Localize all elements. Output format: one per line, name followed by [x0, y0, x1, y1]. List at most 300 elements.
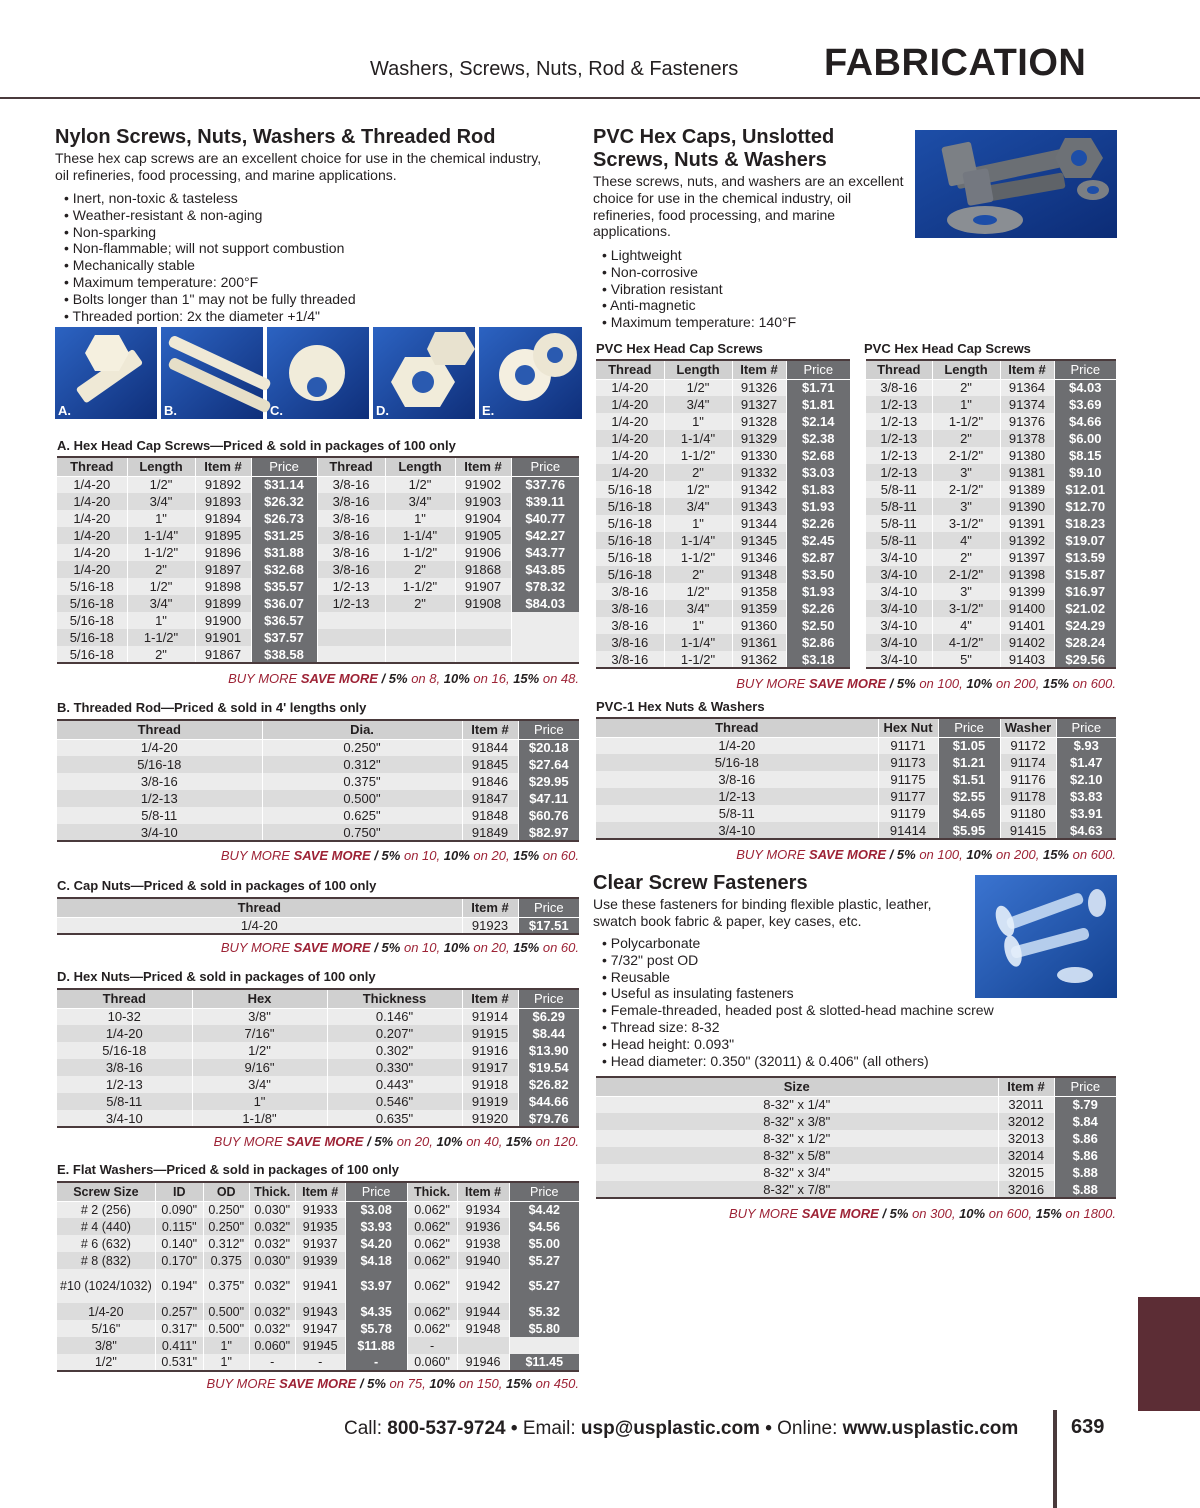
- table-cell: $39.11: [511, 493, 579, 510]
- table-cell: 91935: [295, 1218, 345, 1235]
- table-cell: 3/8-16: [866, 379, 932, 396]
- footer-email-label: Email:: [522, 1418, 576, 1439]
- section-tab: [1138, 1297, 1200, 1411]
- table-row: [57, 1076, 579, 1093]
- table-row: [596, 651, 850, 668]
- list-item: • 7/32" post OD: [602, 952, 994, 969]
- table-row: [57, 824, 579, 841]
- list-item: • Inert, non-toxic & tasteless: [64, 190, 356, 207]
- table-row: [596, 583, 850, 600]
- table-cell: 0.250": [203, 1201, 249, 1218]
- table-cell: 32012: [998, 1113, 1054, 1130]
- table-cell: 91898: [195, 578, 251, 595]
- table-cell: $12.01: [1054, 481, 1116, 498]
- table-row: [57, 1218, 579, 1235]
- buy-more-part: 10%: [966, 676, 993, 691]
- column-header: Price: [345, 1182, 407, 1201]
- buy-more-part: 15%: [505, 1134, 532, 1149]
- buy-more-part: SAVE MORE: [300, 671, 378, 686]
- table-row: [57, 773, 579, 790]
- table-cell: 8-32" x 7/8": [596, 1181, 998, 1198]
- table-cell: $2.45: [786, 532, 850, 549]
- table-cell: 3/4-10: [866, 549, 932, 566]
- table-cell: $47.11: [518, 790, 579, 807]
- table-cell: $5.27: [509, 1269, 579, 1303]
- table-cell: 8-32" x 3/8": [596, 1113, 998, 1130]
- table-cell: 0.062": [407, 1235, 457, 1252]
- clear-buy-more: [596, 1206, 1116, 1221]
- table-cell: $.88: [1054, 1181, 1116, 1198]
- table-cell: -: [407, 1337, 457, 1354]
- table-cell: 0.032": [249, 1269, 295, 1303]
- list-item: • Bolts longer than 1" may not be fully threaded: [64, 291, 356, 308]
- table-row: [596, 1181, 1116, 1198]
- footer-call-label: Call:: [344, 1418, 383, 1439]
- column-header: Thread: [317, 457, 385, 476]
- table-cell: 91358: [732, 583, 786, 600]
- table-cell: 91402: [1000, 634, 1054, 651]
- table-cell: [385, 629, 455, 646]
- table-cell: 91374: [1000, 396, 1054, 413]
- footer-contact: [344, 1418, 1018, 1440]
- table-cell: 4": [932, 617, 1000, 634]
- list-item: • Female-threaded, headed post & slotted-head machine screw: [602, 1002, 994, 1019]
- table-cell: 1/2-13: [596, 788, 878, 805]
- table-cell: 3/4-10: [866, 583, 932, 600]
- table-cell: [457, 1337, 509, 1354]
- list-item: • Head height: 0.093": [602, 1036, 994, 1053]
- table-cell: -: [345, 1354, 407, 1371]
- table-cell: [509, 1337, 579, 1354]
- table-row: [866, 583, 1116, 600]
- clear-description: Use these fasteners for binding flexible plastic, leather, swatch book fabric & paper, key cases, etc.: [593, 896, 932, 929]
- table-cell: 5/8-11: [57, 807, 262, 824]
- table-cell: 1-1/2": [664, 651, 732, 668]
- buy-more-part: on 1800.: [1065, 1206, 1116, 1221]
- table-cell: 5/16-18: [57, 578, 127, 595]
- table-cell: $2.14: [786, 413, 850, 430]
- table-cell: 1/2-13: [866, 413, 932, 430]
- table-cell: $6.00: [1054, 430, 1116, 447]
- buy-more-part: on 100,: [919, 676, 963, 691]
- nylon-title: Nylon Screws, Nuts, Washers & Threaded Rod: [55, 126, 496, 148]
- table-cell: $21.02: [1054, 600, 1116, 617]
- table-cell: 1/4-20: [596, 396, 664, 413]
- table-cell: 91904: [455, 510, 511, 527]
- table-row: [596, 634, 850, 651]
- buy-more-part: 5%: [381, 940, 401, 955]
- pvc-nuts-buy-more: [596, 847, 1116, 862]
- table-cell: 91923: [462, 917, 518, 934]
- table-row: [57, 756, 579, 773]
- table-cell: 0.030": [249, 1201, 295, 1218]
- table-row: [57, 1235, 579, 1252]
- table-cell: 5/16-18: [596, 566, 664, 583]
- buy-more-part: /: [359, 1376, 364, 1391]
- column-header: Thick.: [407, 1182, 457, 1201]
- table-cell: 91867: [195, 646, 251, 663]
- table-cell: 1/4-20: [57, 527, 127, 544]
- table-cell: 91399: [1000, 583, 1054, 600]
- table-cell: 3/8-16: [317, 476, 385, 493]
- table-cell: 3/4-10: [57, 1110, 192, 1127]
- buy-more-part: 5%: [896, 847, 916, 862]
- table-cell: 3/8-16: [317, 544, 385, 561]
- table-cell: 91847: [462, 790, 518, 807]
- table-row: [866, 566, 1116, 583]
- table-cell: 91947: [295, 1320, 345, 1337]
- table-cell: [317, 646, 385, 663]
- table-cell: $2.55: [938, 788, 1000, 805]
- table-cell: 91175: [878, 771, 938, 788]
- table-cell: $3.08: [345, 1201, 407, 1218]
- table-cell: $3.69: [1054, 396, 1116, 413]
- table-cell: $79.76: [518, 1110, 579, 1127]
- table-cell: 91914: [462, 1008, 518, 1025]
- table-row: [57, 790, 579, 807]
- table-cell: $42.27: [511, 527, 579, 544]
- table-cell: 1/2-13: [57, 1076, 192, 1093]
- table-cell: 91392: [1000, 532, 1054, 549]
- table-cell: 1/2-13: [866, 396, 932, 413]
- table-row: [596, 771, 1116, 788]
- table-row: [57, 739, 579, 756]
- nylon-photos: [55, 327, 582, 419]
- buy-more-part: 5%: [381, 848, 401, 863]
- table-cell: 91344: [732, 515, 786, 532]
- table-cell: $19.07: [1054, 532, 1116, 549]
- column-header: Hex: [192, 989, 327, 1008]
- table-cell: $3.03: [786, 464, 850, 481]
- table-cell: $43.85: [511, 561, 579, 578]
- pvc-bullets: [602, 247, 796, 331]
- buy-more-part: 15%: [505, 1376, 532, 1391]
- table-row: [57, 1201, 579, 1218]
- table-cell: $24.29: [1054, 617, 1116, 634]
- table-cell: $84.03: [511, 595, 579, 612]
- table-cell: 10-32: [57, 1008, 192, 1025]
- table-cell: 0.060": [407, 1354, 457, 1371]
- table-cell: $3.50: [786, 566, 850, 583]
- table-cell: $3.91: [1056, 805, 1116, 822]
- table-cell: 5/8-11: [866, 515, 932, 532]
- table-row: [596, 805, 1116, 822]
- pvc-cap-table-1: [596, 359, 850, 669]
- table-cell: -: [249, 1354, 295, 1371]
- table-row: [596, 447, 850, 464]
- table-cell: 3/8-16: [596, 600, 664, 617]
- header-subtitle: Washers, Screws, Nuts, Rod & Fasteners: [370, 58, 739, 80]
- table-cell: 1-1/4": [664, 430, 732, 447]
- table-cell: 0.375": [203, 1269, 249, 1303]
- table-cell: 5/16-18: [596, 481, 664, 498]
- column-header: Length: [932, 360, 1000, 379]
- buy-more-part: 15%: [1035, 1206, 1062, 1221]
- table-cell: $2.86: [786, 634, 850, 651]
- table-cell: 0.312": [262, 756, 462, 773]
- table-row: [57, 1337, 579, 1354]
- table-cell: 1/2": [192, 1042, 327, 1059]
- table-cell: 91894: [195, 510, 251, 527]
- photo-label-a: A.: [58, 403, 71, 418]
- buy-more-part: BUY MORE: [206, 1376, 276, 1391]
- photo-label-b: B.: [164, 403, 177, 418]
- table-cell: 3/8-16: [596, 583, 664, 600]
- table-row: [596, 413, 850, 430]
- table-cell: [511, 629, 579, 646]
- table-cell: # 4 (440): [57, 1218, 155, 1235]
- column-header: Item #: [195, 457, 251, 476]
- table-cell: 91343: [732, 498, 786, 515]
- table-cell: 8-32" x 3/4": [596, 1164, 998, 1181]
- table-cell: 5/8-11: [866, 532, 932, 549]
- table-cell: 0.531": [155, 1354, 203, 1371]
- table-row: [596, 737, 1116, 754]
- table-cell: 0.032": [249, 1218, 295, 1235]
- table-cell: 1/2-13: [866, 447, 932, 464]
- buy-more-part: 15%: [513, 848, 540, 863]
- table-cell: 5/16-18: [57, 595, 127, 612]
- table-row: [866, 532, 1116, 549]
- table-a: [57, 456, 579, 664]
- table-cell: 0.115": [155, 1218, 203, 1235]
- table-cell: 2": [385, 561, 455, 578]
- table-c: [57, 897, 579, 935]
- table-d: [57, 988, 579, 1128]
- table-cell: $3.18: [786, 651, 850, 668]
- table-cell: $3.93: [345, 1218, 407, 1235]
- column-header: Item #: [455, 457, 511, 476]
- table-cell: $1.93: [786, 583, 850, 600]
- table-cell: 91174: [1000, 754, 1056, 771]
- table-cell: 1": [664, 515, 732, 532]
- table-row: [866, 498, 1116, 515]
- buy-more-part: on 200,: [995, 847, 1040, 862]
- buy-more-part: 15%: [513, 671, 540, 686]
- buy-more-part: on 200,: [995, 676, 1040, 691]
- table-cell: 91329: [732, 430, 786, 447]
- table-cell: $31.88: [251, 544, 317, 561]
- table-cell: $20.18: [518, 739, 579, 756]
- page-number: 639: [1071, 1416, 1105, 1438]
- table-cell: 5": [932, 651, 1000, 668]
- header-rule: [0, 97, 1200, 99]
- table-row: [596, 464, 850, 481]
- table-cell: 3/8-16: [596, 651, 664, 668]
- table-cell: 91896: [195, 544, 251, 561]
- table-cell: 1/4-20: [596, 737, 878, 754]
- table-cell: 32016: [998, 1181, 1054, 1198]
- table-cell: 1/2": [127, 578, 195, 595]
- table-cell: 91376: [1000, 413, 1054, 430]
- list-item: • Useful as insulating fasteners: [602, 985, 994, 1002]
- table-cell: 0.375": [262, 773, 462, 790]
- buy-more-part: BUY MORE: [736, 847, 806, 862]
- pvc-nuts-caption: PVC-1 Hex Nuts & Washers: [596, 699, 765, 714]
- column-header: Item #: [462, 898, 518, 917]
- buy-more-part: /: [889, 676, 894, 691]
- table-cell: 1/2": [385, 476, 455, 493]
- table-cell: $11.88: [345, 1337, 407, 1354]
- table-cell: 3/4-10: [866, 634, 932, 651]
- table-cell: 0.140": [155, 1235, 203, 1252]
- pvc-photo: [915, 130, 1117, 238]
- table-e-caption: E. Flat Washers—Priced & sold in packages of 100 only: [57, 1162, 399, 1177]
- table-e-buy-more: [57, 1376, 579, 1391]
- table-cell: 91360: [732, 617, 786, 634]
- table-cell: $3.83: [1056, 788, 1116, 805]
- table-cell: $2.10: [1056, 771, 1116, 788]
- table-cell: $8.15: [1054, 447, 1116, 464]
- table-cell: $35.57: [251, 578, 317, 595]
- buy-more-part: SAVE MORE: [279, 1376, 357, 1391]
- table-cell: -: [295, 1354, 345, 1371]
- table-d-buy-more: [57, 1134, 579, 1149]
- footer-email[interactable]: usp@usplastic.com: [580, 1418, 760, 1439]
- table-a-caption: A. Hex Head Cap Screws—Priced & sold in packages of 100 only: [57, 438, 456, 453]
- nylon-bullets: [64, 190, 356, 324]
- table-cell: 91848: [462, 807, 518, 824]
- table-row: [57, 1303, 579, 1320]
- column-header: Item #: [462, 720, 518, 739]
- table-cell: 91415: [1000, 822, 1056, 839]
- table-cell: 91381: [1000, 464, 1054, 481]
- table-cell: 0.411": [155, 1337, 203, 1354]
- table-row: [866, 413, 1116, 430]
- table-cell: 91849: [462, 824, 518, 841]
- table-cell: 1/2-13: [866, 464, 932, 481]
- buy-more-part: 10%: [443, 671, 470, 686]
- table-cell: 1-1/2": [385, 578, 455, 595]
- table-cell: $1.81: [786, 396, 850, 413]
- table-cell: $82.97: [518, 824, 579, 841]
- table-cell: 91900: [195, 612, 251, 629]
- buy-more-part: on 20,: [396, 1134, 433, 1149]
- column-header: Item #: [295, 1182, 345, 1201]
- list-item: • Polycarbonate: [602, 935, 994, 952]
- table-cell: $44.66: [518, 1093, 579, 1110]
- list-item: • Maximum temperature: 200°F: [64, 274, 356, 291]
- table-cell: 1/4-20: [57, 1303, 155, 1320]
- list-item: • Lightweight: [602, 247, 796, 264]
- table-cell: 3/4": [664, 396, 732, 413]
- table-cell: 91945: [295, 1337, 345, 1354]
- table-cell: 3": [932, 464, 1000, 481]
- table-row: [596, 617, 850, 634]
- pvc-title-line2: Screws, Nuts & Washers: [593, 149, 827, 171]
- table-cell: 2": [664, 464, 732, 481]
- table-row: [57, 807, 579, 824]
- table-row: [596, 481, 850, 498]
- table-cell: 91326: [732, 379, 786, 396]
- table-cell: $.84: [1054, 1113, 1116, 1130]
- table-cell: 91403: [1000, 651, 1054, 668]
- table-row: [866, 481, 1116, 498]
- column-header: Item #: [732, 360, 786, 379]
- table-row: [57, 629, 579, 646]
- table-cell: 91401: [1000, 617, 1054, 634]
- buy-more-part: SAVE MORE: [286, 1134, 364, 1149]
- buy-more-part: BUY MORE: [728, 1206, 799, 1221]
- table-cell: $.88: [1054, 1164, 1116, 1181]
- table-cell: 1/2": [127, 476, 195, 493]
- table-cell: 91934: [457, 1201, 509, 1218]
- list-item: • Weather-resistant & non-aging: [64, 207, 356, 224]
- table-a-buy-more: [57, 671, 579, 686]
- buy-more-part: SAVE MORE: [293, 940, 371, 955]
- table-cell: 0.062": [407, 1201, 457, 1218]
- table-row: [866, 651, 1116, 668]
- column-header: Price: [1056, 718, 1116, 737]
- table-cell: $13.59: [1054, 549, 1116, 566]
- table-cell: 1/4-20: [596, 430, 664, 447]
- table-cell: 32013: [998, 1130, 1054, 1147]
- table-cell: 3": [932, 583, 1000, 600]
- table-cell: 1": [664, 617, 732, 634]
- table-cell: 1-1/2": [127, 544, 195, 561]
- table-cell: $37.76: [511, 476, 579, 493]
- footer-url[interactable]: www.usplastic.com: [842, 1418, 1019, 1439]
- table-cell: $.86: [1054, 1130, 1116, 1147]
- table-cell: 0.312": [203, 1235, 249, 1252]
- table-cell: $1.93: [786, 498, 850, 515]
- table-cell: 5/16-18: [57, 612, 127, 629]
- table-cell: 3/4": [664, 600, 732, 617]
- table-cell: 0.250": [203, 1218, 249, 1235]
- table-cell: 91178: [1000, 788, 1056, 805]
- table-row: [596, 788, 1116, 805]
- table-cell: 1": [192, 1093, 327, 1110]
- table-row: [57, 1059, 579, 1076]
- table-cell: 91916: [462, 1042, 518, 1059]
- table-cell: 1-1/2": [385, 544, 455, 561]
- buy-more-part: SAVE MORE: [808, 847, 887, 862]
- column-header: Price: [509, 1182, 579, 1201]
- table-cell: [317, 629, 385, 646]
- column-header: Item #: [457, 1182, 509, 1201]
- table-row: [57, 1269, 579, 1303]
- table-cell: $19.54: [518, 1059, 579, 1076]
- table-cell: 5/8-11: [866, 498, 932, 515]
- footer-phone[interactable]: 800-537-9724: [387, 1418, 506, 1439]
- buy-more-part: /: [381, 671, 386, 686]
- table-cell: 0.317": [155, 1320, 203, 1337]
- table-cell: 91938: [457, 1235, 509, 1252]
- table-cell: 0.170": [155, 1252, 203, 1269]
- table-cell: 0.032": [249, 1320, 295, 1337]
- table-row: [57, 476, 579, 493]
- table-row: [866, 600, 1116, 617]
- column-header: Item #: [462, 989, 518, 1008]
- table-cell: 1-1/2": [664, 447, 732, 464]
- table-cell: $31.25: [251, 527, 317, 544]
- table-cell: 3/4-10: [866, 617, 932, 634]
- table-cell: 1": [127, 510, 195, 527]
- table-cell: 91941: [295, 1269, 345, 1303]
- table-cell: 91895: [195, 527, 251, 544]
- table-cell: $2.50: [786, 617, 850, 634]
- table-cell: 3-1/2": [932, 515, 1000, 532]
- table-cell: 2-1/2": [932, 481, 1000, 498]
- table-cell: $4.63: [1056, 822, 1116, 839]
- table-cell: 0.032": [249, 1235, 295, 1252]
- table-cell: 32015: [998, 1164, 1054, 1181]
- table-cell: 91362: [732, 651, 786, 668]
- page-number-divider: [1053, 1410, 1057, 1508]
- table-cell: 1": [203, 1354, 249, 1371]
- list-item: • Mechanically stable: [64, 257, 356, 274]
- table-cell: 91940: [457, 1252, 509, 1269]
